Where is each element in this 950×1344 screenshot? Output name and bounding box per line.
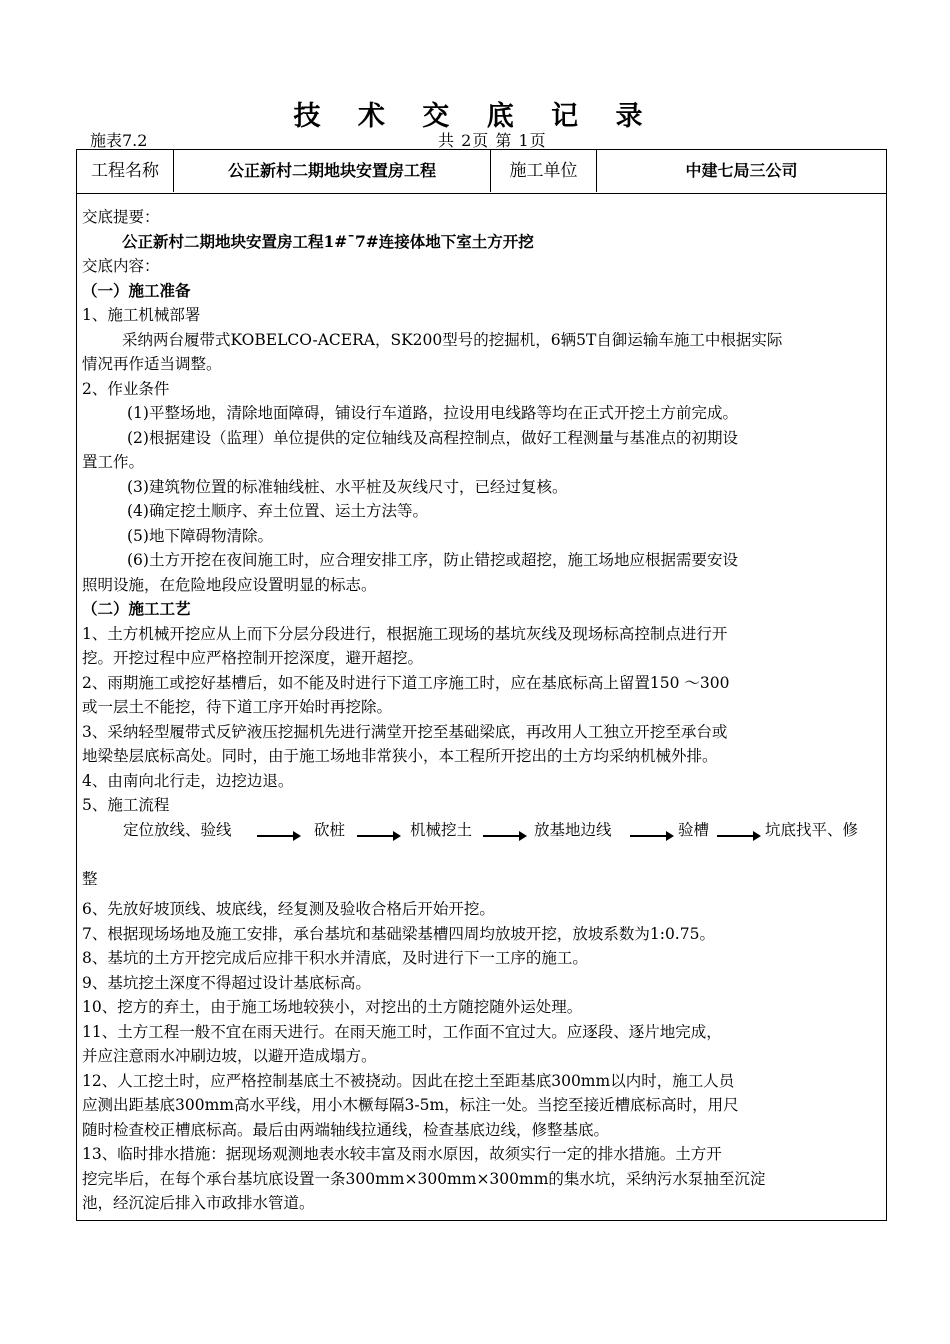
- project-name-value: 公正新村二期地块安置房工程: [174, 150, 491, 192]
- process-6: 6、先放好坡顶线、坡底线，经复测及验收合格后开始开挖。: [82, 900, 495, 918]
- flow-arrow-icon: [257, 835, 299, 837]
- flow-arrow-icon: [717, 835, 759, 837]
- process-8: 8、基坑的土方开挖完成后应排干积水并清底，及时进行下一工序的施工。: [82, 949, 588, 967]
- process-12-cont-1: 应测出距基底300mm高水平线，用小木橛每隔3-5m，标注一处。当挖至接近槽底标高时，用尺: [82, 1096, 739, 1114]
- process-12-cont-2: 随时检查校正槽底标高。最后由两端轴线拉通线，检查基底边线，修整基底。: [82, 1120, 610, 1139]
- process-13-cont-2: 池，经沉淀后排入市政排水管道。: [82, 1194, 315, 1212]
- flow-step-6-cont: 整: [82, 869, 98, 888]
- process-9: 9、基坑挖土深度不得超过设计基底标高。: [82, 973, 371, 992]
- item-machinery-title: 1、施工机械部署: [82, 306, 201, 324]
- process-5: 5、施工流程: [82, 796, 170, 814]
- flow-step-5: 验槽: [678, 820, 710, 839]
- disclosure-content: [82, 205, 882, 1216]
- process-1-cont: 挖。开挖过程中应严格控制开挖深度，避开超挖。: [82, 649, 424, 667]
- flow-step-4: 放基地边线: [534, 820, 612, 839]
- process-3: 3、采纳轻型履带式反铲液压挖掘机先进行满堂开挖至基础梁底，再改用人工独立开挖至承台或: [82, 722, 728, 741]
- process-11: 11、土方工程一般不宜在雨天进行。在雨天施工时，工作面不宜过大。应逐段、逐片地完成，: [82, 1022, 722, 1041]
- condition-5: (5)地下障碍物清除。: [127, 526, 273, 545]
- content-label: 交底内容：: [82, 257, 160, 275]
- summary-label: 交底提要：: [82, 208, 160, 226]
- process-12: 12、人工挖土时，应严格控制基底土不被挠动。因此在挖土至距基底300mm以内时，施工人员: [82, 1071, 735, 1090]
- flow-arrow-icon: [483, 835, 525, 837]
- header-row: [77, 150, 886, 194]
- condition-4: (4)确定挖土顺序、弃土位置、运土方法等。: [127, 502, 428, 520]
- construction-unit-value: 中建七局三公司: [685, 161, 798, 180]
- item-machinery-text-cont: 情况再作适当调整。: [82, 355, 222, 373]
- condition-1: (1)平整场地，清除地面障碍，铺设行车道路，拉设用电线路等均在正式开挖土方前完成。: [127, 404, 738, 422]
- condition-3: (3)建筑物位置的标准轴线桩、水平桩及灰线尺寸，已经过复核。: [127, 477, 568, 496]
- process-2: 2、雨期施工或挖好基槽后，如不能及时进行下道工序施工时，应在基底标高上留置150 ～300: [82, 673, 730, 692]
- process-1: 1、土方机械开挖应从上而下分层分段进行，根据施工现场的基坑灰线及现场标高控制点进行开: [82, 624, 728, 643]
- page-info: 共 2页 第 1页: [438, 131, 547, 150]
- section-heading-process: （二）施工工艺: [82, 599, 191, 618]
- summary-text: 公正新村二期地块安置房工程1#ˉ7#连接体地下室土方开挖: [122, 231, 534, 251]
- process-10: 10、挖方的弃土，由于施工场地较狭小，对挖出的土方随挖随外运处理。: [82, 998, 583, 1016]
- form-number: 施表7.2: [90, 131, 148, 150]
- document-title: 技 术 交 底 记 录: [293, 101, 657, 132]
- flow-step-2: 砍桩: [314, 820, 346, 839]
- process-11-cont: 并应注意雨水冲刷边坡，以避开造成塌方。: [82, 1047, 377, 1065]
- flow-arrow-icon: [630, 835, 672, 837]
- process-7: 7、根据现场场地及施工安排，承台基坑和基础梁基槽四周均放坡开挖，放坡系数为1:0.75。: [82, 924, 715, 943]
- workflow-diagram: [82, 818, 882, 867]
- flow-step-3: 机械挖土: [410, 820, 473, 839]
- condition-6: (6)土方开挖在夜间施工时，应合理安排工序，防止错挖或超挖，施工场地应根据需要安设: [127, 551, 738, 569]
- process-3-cont: 地梁垫层底标高处。同时，由于施工场地非常狭小，本工程所开挖出的土方均采纳机械外排。: [82, 747, 718, 765]
- record-table: [76, 149, 887, 1221]
- process-13: 13、临时排水措施：据现场观测地表水较丰富及雨水原因，故须实行一定的排水措施。土方开: [82, 1145, 722, 1163]
- flow-step-6: 坑底找平、修: [765, 820, 859, 839]
- flow-step-1: 定位放线、验线: [123, 820, 232, 839]
- condition-2: (2)根据建设（监理）单位提供的定位轴线及高程控制点，做好工程测量与基准点的初期设: [127, 428, 738, 447]
- process-2-cont: 或一层土不能挖，待下道工序开始时再挖除。: [82, 698, 393, 716]
- construction-unit-label: 施工单位: [491, 150, 597, 192]
- flow-arrow-icon: [357, 835, 399, 837]
- condition-6-cont: 照明设施，在危险地段应设置明显的标志。: [82, 575, 377, 594]
- section-heading-preparation: （一）施工准备: [82, 280, 191, 300]
- item-conditions-title: 2、作业条件: [82, 379, 170, 398]
- process-13-cont-1: 挖完毕后，在每个承台基坑底设置一条300mm×300mm×300mm的集水坑，采纳污水泵抽至沉淀: [82, 1169, 766, 1188]
- process-4: 4、由南向北行走，边挖边退。: [82, 771, 294, 790]
- condition-2-cont: 置工作。: [82, 453, 145, 471]
- item-machinery-text: 采纳两台履带式KOBELCO-ACERA，SK200型号的挖掘机，6辆5T自御运输车施工中根据实际: [122, 330, 783, 349]
- project-name-label: 工程名称: [77, 150, 174, 192]
